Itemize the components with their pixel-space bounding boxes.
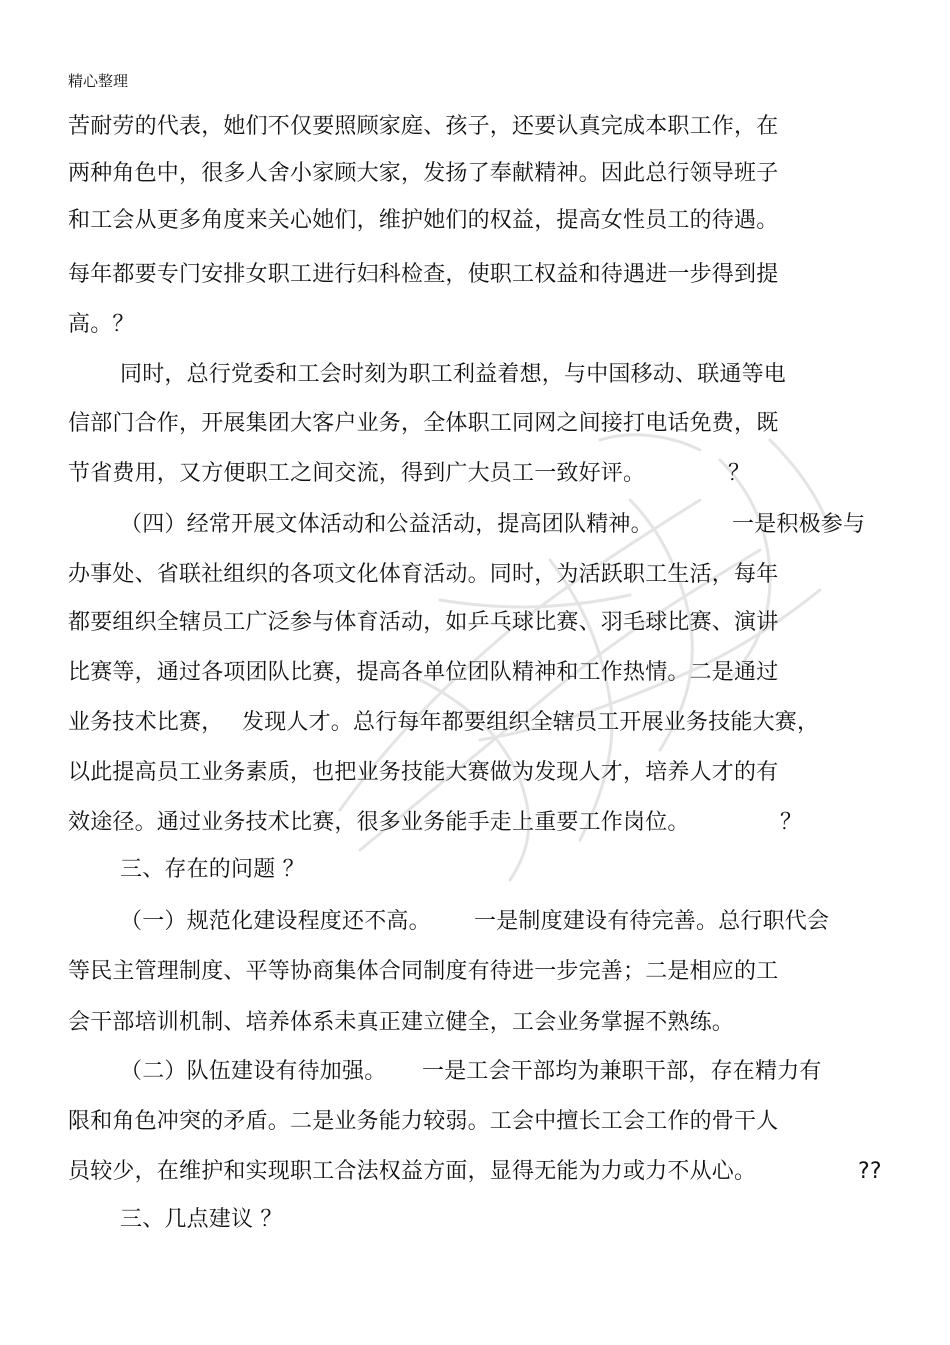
text-line: 办事处、省联社组织的各项文化体育活动。同时，为活跃职工生活，每年 (68, 562, 779, 587)
text-line: 等民主管理制度、平等协商集体合同制度有待进一步完善；二是相应的工 (68, 959, 779, 984)
text-line: 节省费用，又方便职工之间交流，得到广大员工一致好评。 (68, 461, 646, 486)
text-line: 同时，总行党委和工会时刻为职工利益着想，与中国移动、联通等电 (120, 362, 787, 387)
text-line: 一是制度建设有待完善。总行职代会 (474, 909, 830, 934)
text-line: 高。？ (68, 312, 135, 337)
text-line: 效途径。通过业务技术比赛，很多业务能手走上重要工作岗位。 (68, 810, 690, 835)
text-line: （二）队伍建设有待加强。 (120, 1059, 387, 1084)
text-line: 一是积极参与 (732, 512, 866, 537)
section-heading: 三、存在的问题 ？ (120, 857, 305, 882)
text-line: 比赛等，通过各项团队比赛，提高各单位团队精神和工作热情。二是通过 (68, 660, 779, 685)
text-line: ？ (728, 461, 751, 486)
text-line: 一是工会干部均为兼职干部，存在精力有 (422, 1059, 822, 1084)
page-header: 精心整理 (68, 72, 129, 90)
text-line: 和工会从更多角度来关心她们，维护她们的权益，提高女性员工的待遇。 (68, 208, 779, 233)
text-line: 信部门合作，开展集团大客户业务，全体职工同网之间接打电话免费，既 (68, 411, 779, 436)
text-line: 会干部培训机制、培养体系未真正建立健全，工会业务掌握不熟练。 (68, 1010, 735, 1035)
text-line: 都要组织全辖员工广泛参与体育活动，如乒乓球比赛、羽毛球比赛、演讲 (68, 610, 779, 635)
text-line: 两种角色中，很多人舍小家顾大家，发扬了奉献精神。因此总行领导班子 (68, 161, 779, 186)
text-line: 以此提高员工业务素质，也把业务技能大赛做为发现人才，培养人才的有 (68, 760, 779, 785)
text-line: 限和角色冲突的矛盾。二是业务能力较弱。工会中擅长工会工作的骨干人 (68, 1109, 779, 1134)
text-line: ？ (780, 810, 803, 835)
text-line: 苦耐劳的代表，她们不仅要照顾家庭、孩子，还要认真完成本职工作，在 (68, 114, 779, 139)
text-line: 发现人才。总行每年都要组织全辖员工开展业务技能大赛， (242, 710, 820, 735)
text-line: ?? (858, 1159, 882, 1184)
section-heading: 三、几点建议 ？ (120, 1207, 283, 1232)
text-line: 业务技术比赛， (68, 710, 224, 735)
text-line: 每年都要专门安排女职工进行妇科检查，使职工权益和待遇进一步得到提 (68, 262, 779, 287)
text-line: （四）经常开展文体活动和公益活动，提高团队精神。 (120, 512, 653, 537)
text-line: 员较少，在维护和实现职工合法权益方面，显得无能为力或力不从心。 (68, 1159, 757, 1184)
text-line: （一）规范化建设程度还不高。 (120, 909, 431, 934)
